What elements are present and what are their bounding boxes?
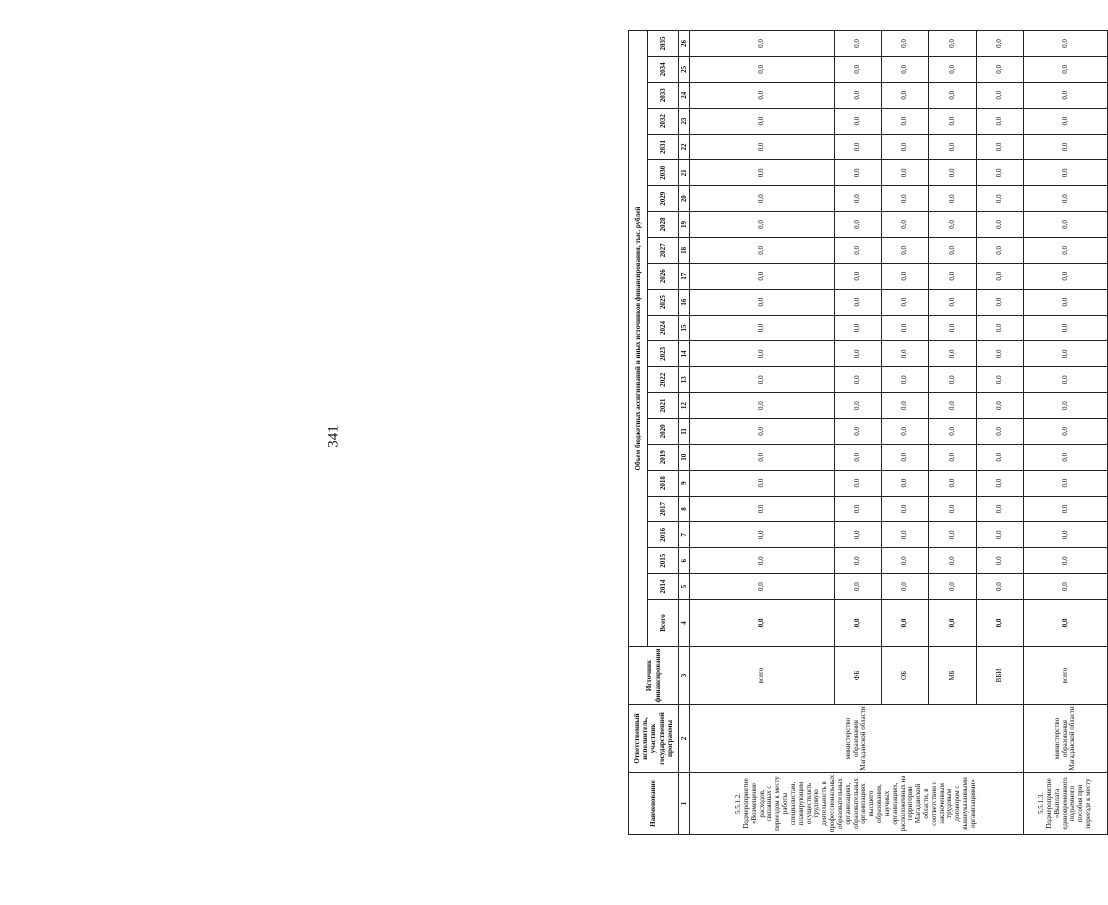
year-value: 0,0 [1023,212,1107,238]
year-value: 0,0 [834,522,881,548]
year-value: 0,0 [976,548,1023,574]
table-row [1023,31,1107,835]
header-year: 2035 [648,31,679,57]
year-value: 0,0 [882,418,929,444]
year-value: 0,0 [929,160,976,186]
year-value: 0,0 [834,134,881,160]
header-year: 2031 [648,134,679,160]
year-value: 0,0 [882,237,929,263]
year-value: 0,0 [1023,393,1107,419]
header-year: 2025 [648,289,679,315]
year-value: 0,0 [976,108,1023,134]
column-number: 16 [679,289,690,315]
header-total: Всего [648,600,679,647]
year-value: 0,0 [882,82,929,108]
column-number: 4 [679,600,690,647]
year-value: 0,0 [882,186,929,212]
header-year: 2019 [648,444,679,470]
year-value: 0,0 [976,496,1023,522]
year-value: 0,0 [1023,418,1107,444]
header-year: 2021 [648,393,679,419]
year-value: 0,0 [929,212,976,238]
year-value: 0,0 [1023,134,1107,160]
column-number: 7 [679,522,690,548]
year-value: 0,0 [1023,160,1107,186]
year-value: 0,0 [690,574,835,600]
funding-source: всего [1023,647,1107,705]
page-number: 341 [325,425,342,448]
header-year: 2022 [648,367,679,393]
year-value: 0,0 [690,315,835,341]
year-value: 0,0 [834,237,881,263]
year-value: 0,0 [1023,56,1107,82]
year-value: 0,0 [1023,289,1107,315]
column-number: 3 [679,647,690,705]
header-year: 2024 [648,315,679,341]
year-value: 0,0 [882,315,929,341]
year-value: 0,0 [882,108,929,134]
year-value: 0,0 [834,289,881,315]
column-number: 10 [679,444,690,470]
year-value: 0,0 [929,444,976,470]
header-year: 2032 [648,108,679,134]
year-value: 0,0 [929,522,976,548]
year-value: 0,0 [976,56,1023,82]
column-number: 15 [679,315,690,341]
year-value: 0,0 [834,160,881,186]
year-value: 0,0 [882,574,929,600]
year-value: 0,0 [834,186,881,212]
year-value: 0,0 [976,237,1023,263]
funding-source: всего [690,647,835,705]
column-number: 17 [679,263,690,289]
year-value: 0,0 [976,341,1023,367]
year-value: 0,0 [929,186,976,212]
year-value: 0,0 [834,367,881,393]
year-value: 0,0 [690,160,835,186]
year-value: 0,0 [976,470,1023,496]
column-number: 25 [679,56,690,82]
year-value: 0,0 [834,444,881,470]
year-value: 0,0 [976,82,1023,108]
funding-source: ВБИ [976,647,1023,705]
funding-source: ОБ [882,647,929,705]
year-value: 0,0 [1023,522,1107,548]
year-value: 0,0 [690,341,835,367]
year-value: 0,0 [929,315,976,341]
header-name: Наименование [629,773,679,835]
year-value: 0,0 [834,212,881,238]
header-year: 2027 [648,237,679,263]
total-value: 0,0 [882,600,929,647]
year-value: 0,0 [690,367,835,393]
financing-table [628,30,1108,835]
year-value: 0,0 [1023,315,1107,341]
year-value: 0,0 [690,289,835,315]
year-value: 0,0 [976,160,1023,186]
year-value: 0,0 [1023,496,1107,522]
year-value: 0,0 [882,548,929,574]
year-value: 0,0 [929,367,976,393]
header-year: 2030 [648,160,679,186]
year-value: 0,0 [690,496,835,522]
item-executor: министерство образования Магаданской области [1023,705,1107,773]
year-value: 0,0 [976,522,1023,548]
year-value: 0,0 [690,237,835,263]
year-value: 0,0 [882,341,929,367]
year-value: 0,0 [882,522,929,548]
total-value: 0,0 [976,600,1023,647]
funding-source: ФБ [834,647,881,705]
year-value: 0,0 [1023,444,1107,470]
header-year: 2028 [648,212,679,238]
column-number: 19 [679,212,690,238]
column-number: 18 [679,237,690,263]
column-number: 12 [679,393,690,419]
header-executor: Ответственный исполнитель, участник государственной программы [629,705,679,773]
header-year: 2018 [648,470,679,496]
year-value: 0,0 [976,418,1023,444]
year-value: 0,0 [690,31,835,57]
year-value: 0,0 [1023,82,1107,108]
year-value: 0,0 [690,263,835,289]
year-value: 0,0 [929,470,976,496]
rotated-table-container [628,30,1108,835]
year-value: 0,0 [976,289,1023,315]
column-number: 14 [679,341,690,367]
column-number: 2 [679,705,690,773]
column-number: 5 [679,574,690,600]
year-value: 0,0 [929,496,976,522]
year-value: 0,0 [834,418,881,444]
year-value: 0,0 [690,82,835,108]
year-value: 0,0 [882,444,929,470]
year-value: 0,0 [690,56,835,82]
column-number: 8 [679,496,690,522]
year-value: 0,0 [929,237,976,263]
year-value: 0,0 [1023,108,1107,134]
year-value: 0,0 [929,263,976,289]
column-number: 6 [679,548,690,574]
year-value: 0,0 [1023,186,1107,212]
year-value: 0,0 [882,134,929,160]
header-year: 2014 [648,574,679,600]
year-value: 0,0 [690,470,835,496]
year-value: 0,0 [1023,367,1107,393]
header-volume: Объем бюджетных ассигнований и иных источников финансирования, тыс. рублей [629,31,648,647]
column-number: 22 [679,134,690,160]
year-value: 0,0 [882,56,929,82]
year-value: 0,0 [834,315,881,341]
column-number: 9 [679,470,690,496]
year-value: 0,0 [976,31,1023,57]
year-value: 0,0 [1023,470,1107,496]
year-value: 0,0 [1023,548,1107,574]
total-value: 0,0 [929,600,976,647]
year-value: 0,0 [690,548,835,574]
total-value: 0,0 [690,600,835,647]
header-year: 2033 [648,82,679,108]
header-year: 2026 [648,263,679,289]
year-value: 0,0 [882,289,929,315]
year-value: 0,0 [882,31,929,57]
year-value: 0,0 [976,315,1023,341]
year-value: 0,0 [834,82,881,108]
year-value: 0,0 [834,393,881,419]
column-number: 13 [679,367,690,393]
column-number: 23 [679,108,690,134]
year-value: 0,0 [882,367,929,393]
year-value: 0,0 [976,367,1023,393]
total-value: 0,0 [1023,600,1107,647]
year-value: 0,0 [690,418,835,444]
header-year: 2020 [648,418,679,444]
year-value: 0,0 [929,289,976,315]
year-value: 0,0 [690,393,835,419]
year-value: 0,0 [690,522,835,548]
year-value: 0,0 [929,574,976,600]
header-source: Источник финансирования [629,647,679,705]
column-number: 26 [679,31,690,57]
table-row [690,31,835,835]
year-value: 0,0 [929,548,976,574]
year-value: 0,0 [929,418,976,444]
year-value: 0,0 [882,212,929,238]
header-year: 2023 [648,341,679,367]
year-value: 0,0 [976,134,1023,160]
year-value: 0,0 [976,186,1023,212]
year-value: 0,0 [929,56,976,82]
header-year: 2029 [648,186,679,212]
year-value: 0,0 [690,108,835,134]
year-value: 0,0 [929,31,976,57]
year-value: 0,0 [929,393,976,419]
year-value: 0,0 [882,263,929,289]
year-value: 0,0 [834,470,881,496]
column-number: 1 [679,773,690,835]
year-value: 0,0 [1023,341,1107,367]
year-value: 0,0 [834,108,881,134]
column-number: 11 [679,418,690,444]
year-value: 0,0 [834,574,881,600]
year-value: 0,0 [882,470,929,496]
year-value: 0,0 [976,212,1023,238]
year-value: 0,0 [929,341,976,367]
year-value: 0,0 [1023,31,1107,57]
year-value: 0,0 [834,263,881,289]
year-value: 0,0 [1023,263,1107,289]
year-value: 0,0 [690,134,835,160]
year-value: 0,0 [834,341,881,367]
year-value: 0,0 [1023,574,1107,600]
funding-source: МБ [929,647,976,705]
year-value: 0,0 [976,574,1023,600]
item-executor: министерство образования Магаданской области [690,705,1024,773]
year-value: 0,0 [834,496,881,522]
year-value: 0,0 [690,444,835,470]
column-number: 21 [679,160,690,186]
year-value: 0,0 [882,160,929,186]
item-name: 5.5.1.3. Подмероприятие «Выплата единовременного подъемного пособия при переезде к месту [1023,773,1107,835]
year-value: 0,0 [929,108,976,134]
year-value: 0,0 [690,212,835,238]
column-number: 24 [679,82,690,108]
total-value: 0,0 [834,600,881,647]
header-year: 2034 [648,56,679,82]
year-value: 0,0 [882,496,929,522]
year-value: 0,0 [882,393,929,419]
year-value: 0,0 [929,82,976,108]
year-value: 0,0 [929,134,976,160]
column-number: 20 [679,186,690,212]
year-value: 0,0 [976,444,1023,470]
year-value: 0,0 [976,393,1023,419]
year-value: 0,0 [976,263,1023,289]
header-year: 2017 [648,496,679,522]
year-value: 0,0 [834,31,881,57]
year-value: 0,0 [690,186,835,212]
item-name: 5.5.1.2. Подмероприятие «Возмещение расходов, связанных с переездом к месту работы специалистам, планирующим осуществлять трудовую деятельность в профессиональных образовательных организациях, образовательных организациях высшего образования, научных организациях, расположенных на территории Магаданской области, в соответствии с заключенным трудовым договором с вышеуказанными организациями» [690,773,1024,835]
year-value: 0,0 [834,548,881,574]
year-value: 0,0 [1023,237,1107,263]
header-year: 2016 [648,522,679,548]
year-value: 0,0 [834,56,881,82]
header-year: 2015 [648,548,679,574]
